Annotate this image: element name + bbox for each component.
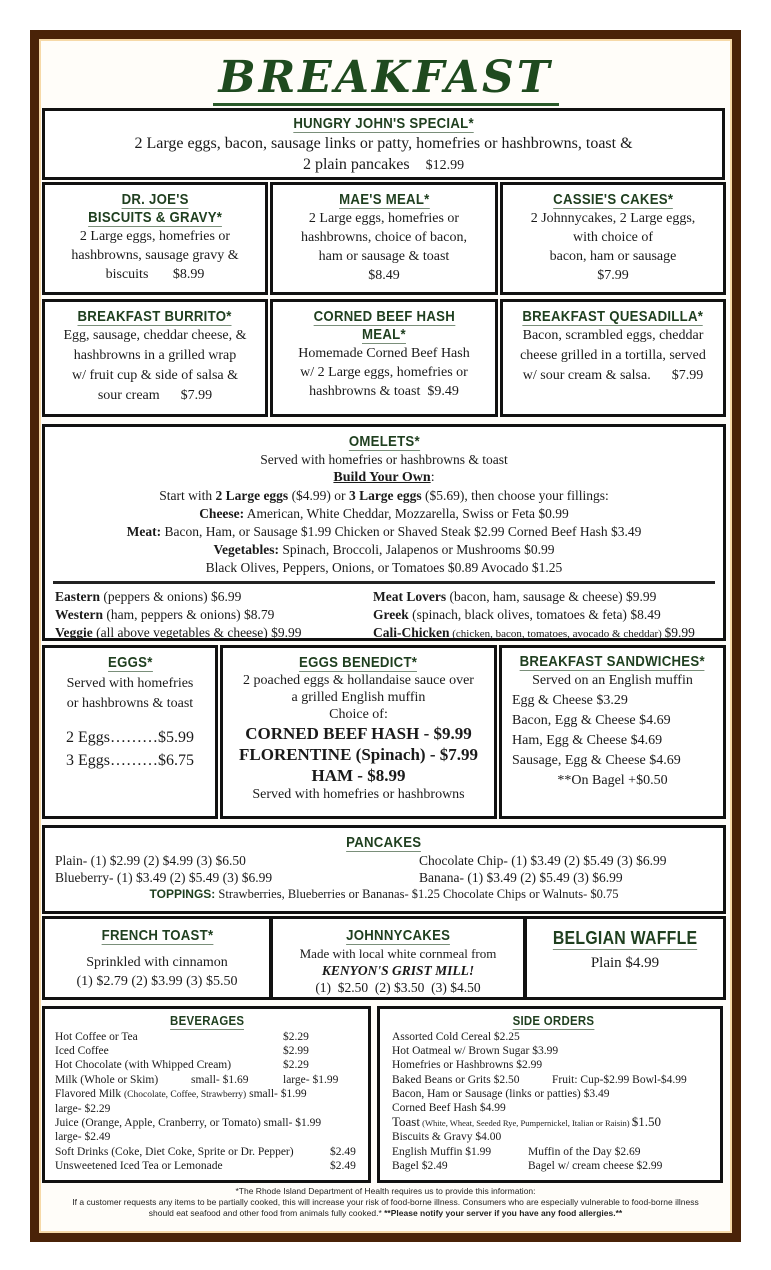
t: ($4.99) or (288, 488, 349, 503)
burrito-title: BREAKFAST BURRITO* (77, 308, 233, 325)
t: Start with (159, 488, 216, 503)
t: (ham, peppers & onions) (103, 607, 244, 622)
burrito-price: $7.99 (180, 388, 213, 403)
benedict-option: FLORENTINE (Spinach) - $7.99 (239, 745, 478, 764)
t: Cali-Chicken (373, 625, 450, 640)
eggs-item: 3 Eggs………$6.75 (66, 752, 194, 769)
pancake-item: Banana- (1) $3.49 (2) $5.49 (3) $6.99 (419, 870, 623, 885)
sandwich-item: Sausage, Egg & Cheese $4.69 (512, 753, 681, 768)
side-item: Hot Oatmeal w/ Brown Sugar $3.99 (392, 1045, 559, 1058)
eggs-title: EGGS* (107, 654, 153, 671)
t: Bagel w/ cream cheese $2.99 (528, 1159, 663, 1172)
menu-page (39, 39, 732, 1233)
benedict-option: CORNED BEEF HASH - $9.99 (245, 724, 472, 743)
side-item (392, 1115, 714, 1130)
cbh-title-1: CORNED BEEF HASH (313, 308, 455, 325)
t: Cheese: (199, 506, 245, 521)
pancake-item: Chocolate Chip- (1) $3.49 (2) $5.49 (3) $6.99 (419, 853, 667, 868)
quesadilla-title: BREAKFAST QUESADILLA* (522, 308, 704, 325)
pancake-list (45, 852, 723, 886)
french-toast-desc: Sprinkled with cinnamon (86, 955, 228, 970)
menu-title (39, 53, 732, 103)
french-toast-title: FRENCH TOAST* (101, 927, 213, 944)
t: Bacon, Ham, or Sausage $1.99 Chicken or Shaved Steak $2.99 Corned Beef Hash $3.49 (161, 524, 642, 539)
maes-line: 2 Large eggs, homefries or (308, 211, 460, 226)
dr-joes-price: $8.99 (172, 267, 205, 282)
t: $2.29 (283, 1031, 309, 1043)
cbh-last (273, 382, 495, 401)
cbh-line: Homemade Corned Beef Hash (298, 346, 470, 361)
sandwich-item: Bacon, Egg & Cheese $4.69 (512, 713, 671, 728)
benedict-title: EGGS BENEDICT* (299, 654, 418, 671)
cassies-title: CASSIE'S CAKES* (552, 191, 674, 208)
t: small- $1.99 (246, 1087, 307, 1100)
french-toast-prices: (1) $2.79 (2) $3.99 (3) $5.50 (76, 974, 238, 989)
t: $6.99 (210, 589, 242, 604)
omelets-box (42, 424, 726, 641)
sandwich-bagel: **On Bagel +$0.50 (557, 773, 668, 788)
desc: 2 plain pancakes (302, 156, 410, 173)
omelet-meat (45, 523, 723, 541)
sandwiches-title: BREAKFAST SANDWICHES* (519, 653, 706, 670)
beverage-row (55, 1159, 360, 1173)
beverage-row: Juice (Orange, Apple, Cranberry, or Tomato) small- $1.99 (55, 1117, 322, 1130)
t: Veggie (55, 625, 93, 640)
omelet-specials (45, 588, 723, 643)
t: Baked Beans or Grits $2.50 (392, 1073, 520, 1086)
side-item (392, 1145, 714, 1159)
hungry-john-desc-1: 2 Large eggs, bacon, sausage links or patty, homefries or hashbrowns, toast & (134, 135, 633, 152)
t: small- $1.69 (191, 1073, 249, 1086)
t: Toast (392, 1114, 420, 1130)
t: Iced Coffee (55, 1045, 109, 1058)
waffle-title: BELGIAN WAFFLE (552, 928, 698, 948)
allergy-notice: **Please notify your server if you have any food allergies.** (381, 1208, 623, 1218)
desc: biscuits (105, 267, 149, 282)
pancakes-box (42, 825, 726, 914)
t: (chicken, bacon, tomatoes, avocado & cheddar) (449, 628, 665, 640)
cassies-price: $7.99 (597, 268, 629, 283)
omelet-start (45, 487, 723, 505)
benedict-served: Served with homefries or hashbrowns (252, 787, 465, 802)
omelet-special (55, 606, 373, 624)
beverage-row (55, 1087, 360, 1102)
t: (White, Wheat, Seeded Rye, Pumpernickel, Italian or Raisin) (419, 1118, 632, 1129)
t: $9.99 (626, 589, 657, 604)
side-item: Corned Beef Hash $4.99 (392, 1102, 506, 1115)
colon: : (430, 470, 435, 485)
t: (spinach, black olives, tomatoes & feta) (408, 607, 631, 622)
beverages-box (42, 1006, 371, 1183)
hungry-john-title: HUNGRY JOHN'S SPECIAL* (293, 115, 474, 132)
eggs-box (42, 645, 218, 819)
burrito-line: w/ fruit cup & side of salsa & (71, 368, 239, 383)
cassies-line: bacon, ham or sausage (549, 249, 677, 264)
beverage-row (55, 1145, 360, 1159)
cassies-cakes-box (500, 182, 726, 295)
t: Eastern (55, 589, 100, 604)
t: $2.29 (283, 1059, 309, 1072)
sides-list (392, 1030, 714, 1173)
maes-meal-title: MAE'S MEAL* (338, 191, 430, 208)
t: large- $1.99 (283, 1073, 339, 1086)
johnnycakes-desc: Made with local white cornmeal from (299, 946, 497, 961)
dr-joes-last (45, 265, 265, 284)
maes-meal-box (270, 182, 498, 295)
beverage-row: large- $2.29 (55, 1103, 111, 1116)
eggs-served: Served with homefries (66, 676, 194, 691)
t: Strawberries, Blueberries or Bananas- $1.25 Chocolate Chips or Walnuts- $0.75 (215, 887, 619, 901)
pancakes-title: PANCAKES (346, 834, 422, 851)
t: 2 Large eggs (215, 488, 289, 503)
pancake-item: Blueberry- (1) $3.49 (2) $5.49 (3) $6.99 (55, 870, 273, 885)
cbh-title-2: MEAL* (362, 326, 406, 343)
menu-frame (30, 30, 741, 1242)
beverage-row (55, 1073, 360, 1087)
johnnycakes-title: JOHNNYCAKES (345, 927, 451, 944)
disclaimer-line (39, 1208, 732, 1219)
build-your-own (45, 469, 723, 487)
t: Meat: (126, 524, 162, 539)
t: Unsweetened Iced Tea or Lemonade (55, 1159, 223, 1172)
side-item: Assorted Cold Cereal $2.25 (392, 1031, 520, 1043)
cbh-price: $9.49 (427, 384, 459, 399)
t: should eat seafood and other food from animals fully cooked.* (148, 1208, 382, 1218)
belgian-waffle-box (524, 916, 726, 1000)
omelet-special (55, 624, 373, 643)
side-item (392, 1159, 714, 1173)
beverage-row: large- $2.49 (55, 1131, 111, 1144)
desc: w/ sour cream & salsa. (522, 368, 651, 383)
sandwich-item: Egg & Cheese $3.29 (512, 693, 628, 708)
hungry-john-desc (45, 133, 722, 176)
dr-joes-title-2: BISCUITS & GRAVY* (87, 209, 223, 226)
cbh-line: w/ 2 Large eggs, homefries or (300, 365, 468, 380)
benedict-choice: Choice of: (329, 707, 388, 722)
johnnycakes-prices: (1) $2.50 (2) $3.50 (3) $4.50 (315, 980, 481, 995)
quesadilla-price: $7.99 (671, 368, 704, 383)
side-item (392, 1073, 714, 1087)
hungry-john-price: $12.99 (425, 158, 465, 173)
hungry-john-box (42, 108, 725, 180)
quesadilla-line: Bacon, scrambled eggs, cheddar (522, 328, 704, 343)
french-toast-box (42, 916, 272, 1000)
t: Spinach, Broccoli, Jalapenos or Mushrooms $0.99 (278, 542, 555, 557)
beverage-row (55, 1030, 360, 1044)
sandwiches-served: Served on an English muffin (532, 673, 693, 688)
burrito-last (45, 386, 265, 406)
t: ($5.69), then choose your fillings: (421, 488, 609, 503)
t: $8.49 (630, 607, 661, 622)
t: Soft Drinks (Coke, Diet Coke, Sprite or Dr. Pepper) (55, 1145, 294, 1158)
desc: hashbrowns & toast (309, 384, 421, 399)
pancake-item: Plain- (1) $2.99 (2) $4.99 (3) $6.50 (55, 853, 246, 868)
side-item: Homefries or Hashbrowns $2.99 (392, 1059, 543, 1072)
dr-joes-title-1: DR. JOE'S (121, 191, 189, 208)
burrito-box (42, 299, 268, 417)
quesadilla-last (503, 366, 723, 386)
benedict-box (220, 645, 497, 819)
johnnycakes-mill: KENYON'S GRIST MILL! (321, 963, 475, 978)
beverage-row (55, 1044, 360, 1058)
t: (bacon, ham, sausage & cheese) (446, 589, 627, 604)
t: Meat Lovers (373, 589, 447, 604)
t: $8.79 (243, 607, 275, 622)
side-item: Biscuits & Gravy $4.00 (392, 1131, 502, 1144)
cassies-line: with choice of (572, 230, 654, 245)
omelet-cheese (45, 505, 723, 523)
side-orders-box (377, 1006, 723, 1183)
t: Bagel $2.49 (392, 1159, 448, 1172)
t: Western (55, 607, 103, 622)
desc: sour cream (97, 388, 160, 403)
johnnycakes-box (270, 916, 526, 1000)
sandwich-item: Ham, Egg & Cheese $4.69 (512, 733, 663, 748)
t: Muffin of the Day $2.69 (528, 1145, 641, 1158)
maes-line: hashbrowns, choice of bacon, (300, 230, 467, 245)
health-disclaimer (39, 1186, 732, 1219)
t: Fruit: Cup-$2.99 Bowl-$4.99 (552, 1073, 687, 1086)
beverages-title: BEVERAGES (170, 1013, 245, 1028)
sides-title: SIDE ORDERS (512, 1013, 594, 1028)
omelet-special (373, 606, 723, 624)
burrito-line: hashbrowns in a grilled wrap (73, 348, 237, 363)
hungry-john-desc-2 (45, 154, 722, 176)
maes-price: $8.49 (368, 268, 400, 283)
eggs-served: or hashbrowns & toast (66, 696, 194, 711)
divider (53, 581, 715, 584)
dr-joes-line: hashbrowns, sausage gravy & (71, 248, 239, 263)
dr-joes-box (42, 182, 268, 295)
disclaimer-line: If a customer requests any items to be partially cooked, this will increase your risk of food-borne illness. Consumers who are especially vulnerable to food-borne illness (72, 1197, 699, 1207)
omelet-special (55, 588, 373, 606)
maes-line: ham or sausage & toast (318, 249, 450, 264)
title-text: BREAKFAST (213, 52, 559, 106)
benedict-desc: a grilled English muffin (291, 690, 426, 705)
eggs-item: 2 Eggs………$5.99 (66, 729, 194, 746)
omelet-veg-2: Black Olives, Peppers, Onions, or Tomatoes $0.89 Avocado $1.25 (205, 560, 563, 575)
omelets-served: Served with homefries or hashbrowns & toast (260, 452, 508, 467)
label: Build Your Own (333, 470, 431, 485)
t: Hot Chocolate (with Whipped Cream) (55, 1059, 232, 1072)
beverage-row (55, 1058, 360, 1072)
quesadilla-line: cheese grilled in a tortilla, served (520, 348, 706, 363)
t: Flavored Milk (55, 1087, 124, 1100)
t: 3 Large eggs (348, 488, 422, 503)
t: $2.99 (283, 1045, 309, 1058)
disclaimer-line: *The Rhode Island Department of Health requires us to provide this information: (235, 1186, 536, 1196)
t: $9.99 (271, 625, 302, 640)
omelets-title: OMELETS* (348, 433, 420, 450)
omelet-special (373, 624, 723, 643)
t: Milk (Whole or Skim) (55, 1073, 159, 1086)
t: TOPPINGS: (149, 887, 216, 901)
benedict-desc: 2 poached eggs & hollandaise sauce over (243, 673, 474, 688)
t: $1.50 (631, 1114, 661, 1130)
cassies-line: 2 Johnnycakes, 2 Large eggs, (530, 211, 696, 226)
t: English Muffin $1.99 (392, 1145, 492, 1158)
t: (Chocolate, Coffee, Strawberry) (124, 1089, 247, 1100)
t: Vegetables: (213, 542, 279, 557)
side-item: Bacon, Ham or Sausage (links or patties) $3.49 (392, 1087, 610, 1100)
waffle-price: Plain $4.99 (590, 955, 660, 971)
dr-joes-line: 2 Large eggs, homefries or (79, 229, 231, 244)
t: $9.99 (664, 625, 695, 640)
t: (all above vegetables & cheese) (92, 625, 272, 640)
t: American, White Cheddar, Mozzarella, Swiss or Feta $0.99 (244, 506, 569, 521)
omelet-veg (45, 541, 723, 559)
burrito-line: Egg, sausage, cheddar cheese, & (63, 328, 247, 343)
pancake-toppings (45, 886, 723, 903)
t: $2.49 (330, 1159, 356, 1172)
omelet-special (373, 588, 723, 606)
t: Hot Coffee or Tea (55, 1031, 138, 1043)
t: (peppers & onions) (100, 589, 211, 604)
quesadilla-box (500, 299, 726, 417)
corned-beef-hash-box (270, 299, 498, 417)
t: Greek (373, 607, 409, 622)
beverages-list (55, 1030, 360, 1173)
benedict-option: HAM - $8.99 (311, 766, 406, 785)
t: $2.49 (330, 1145, 356, 1158)
sandwiches-box (499, 645, 726, 819)
